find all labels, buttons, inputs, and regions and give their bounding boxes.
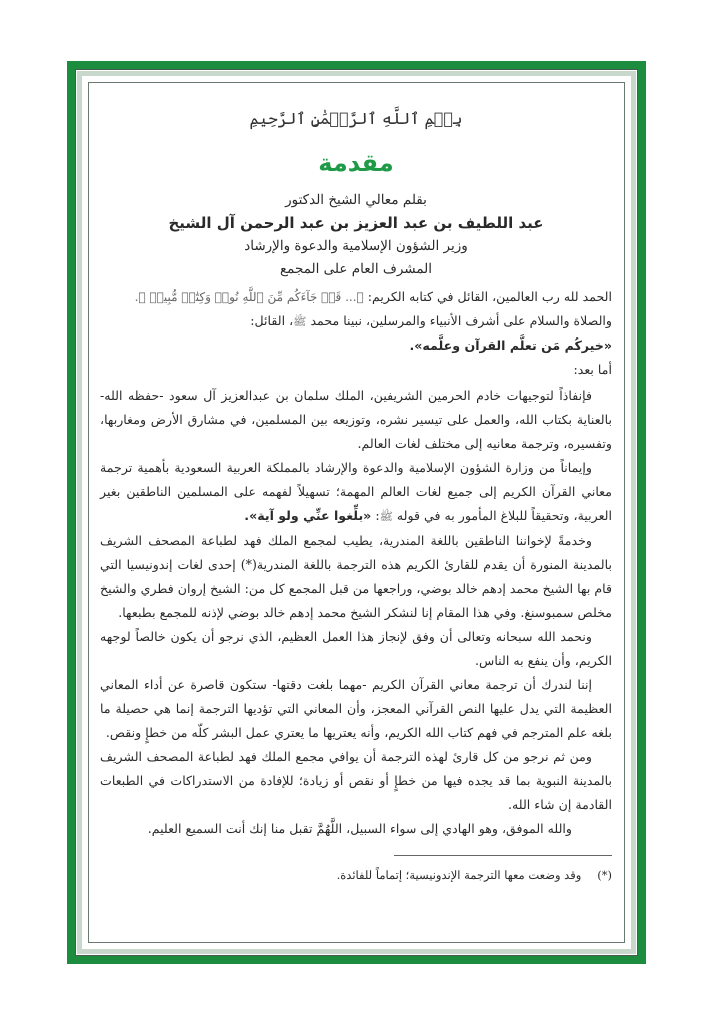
hadith-quote: «خيركُم مَن تعلَّم القرآن وعلَّمه». bbox=[409, 338, 612, 353]
salla-symbol: ﷺ bbox=[293, 315, 307, 328]
page-title: مقدمة bbox=[318, 149, 394, 177]
salla-symbol: ﷺ bbox=[379, 510, 393, 523]
opening-praise: الحمد لله رب العالمين، القائل في كتابه الكريم: bbox=[363, 289, 612, 304]
quran-verse: ﴿... قَدۡ جَآءَكُم مِّنَ ٱللَّهِ نُورٞ وَكِتَٰبٞ مُّبِينٞ ﴾. bbox=[134, 290, 364, 304]
paragraph-5: إننا لندرك أن ترجمة معاني القرآن الكريم -مهما بلغت دقتها- ستكون قاصرة عن أداء المعاني العظيمة التي يدل عليها النص القرآني المعجز، وأن المعاني التي تؤديها الترجمة إنما هي حصيلة ما بلغه علم المترجم في فهم كتاب الله الكريم، وأنه يعتريها ما يعتري عمل البشر كلّه من خطإٍ ونقص. bbox=[100, 677, 612, 740]
opening-salutation-end: ، القائل: bbox=[250, 313, 294, 328]
author-name: عبد اللطيف بن عبد العزيز بن عبد الرحمن آل الشيخ bbox=[168, 214, 544, 232]
opening-section bbox=[100, 285, 612, 382]
footnote-mark: (*) bbox=[597, 868, 612, 882]
paragraph-2-sep: : bbox=[371, 508, 380, 523]
footnote-divider bbox=[394, 855, 612, 856]
paragraph-2 bbox=[100, 456, 612, 529]
paragraph-3: وخدمةً لإخواننا الناطقين باللغة المندرية، يطيب لمجمع الملك فهد لطباعة المصحف الشريف بالمدينة المنورة أن يقدم للقارئ الكريم هذه الترجمة باللغة المندرية(*) إحدى لغات إندونيسيا التي قام بها الشيخ محمد إدهم خالد بوضي، وراجعها من قبل المجمع كل من: الشيخ إروان فطري والشيخ مخلص سمبوسنغ. وفي هذا المقام إنا لنشكر الشيخ محمد إدهم خالد بوضي لإذنه للمجمع بطبعها. bbox=[100, 533, 612, 620]
opening-line-2 bbox=[100, 309, 612, 334]
footnote bbox=[100, 868, 612, 882]
author-role: وزير الشؤون الإسلامية والدعوة والإرشاد bbox=[244, 238, 468, 254]
author-supervisor-role: المشرف العام على المجمع bbox=[279, 261, 433, 277]
opening-salutation: والصلاة والسلام على أشرف الأنبياء والمرسلين، نبينا محمد bbox=[306, 313, 612, 328]
opening-line-1 bbox=[100, 285, 612, 309]
hadith-quote-2: «بلِّغوا عنِّي ولو آية». bbox=[244, 508, 372, 523]
paragraph-6: ومن ثم نرجو من كل قارئ لهذه الترجمة أن يوافي مجمع الملك فهد لطباعة المصحف الشريف بالمدينة النبوية بما قد يجده فيها من خطإٍ أو نقص أو زيادة؛ للإفادة من الاستدراكات في الطبعات القادمة إن شاء الله. bbox=[100, 749, 612, 812]
paragraph-4: ونحمد الله سبحانه وتعالى أن وفق لإنجاز هذا العمل العظيم، الذي نرجو أن يكون خالصاً لوجهه الكريم، وأن ينفع به الناس. bbox=[100, 629, 612, 668]
byline-intro: بقلم معالي الشيخ الدكتور bbox=[285, 192, 427, 208]
paragraph-7: والله الموفق، وهو الهادي إلى سواء السبيل، اللَّهُمَّ تقبل منا إنك أنت السميع العليم. bbox=[147, 821, 572, 836]
footnote-text: وقد وضعت معها الترجمة الإندونيسية؛ إتماماً للفائدة. bbox=[336, 868, 582, 882]
paragraph-2-text: وإيماناً من وزارة الشؤون الإسلامية والدعوة والإرشاد بالمملكة العربية السعودية بأهمية ترجمة معاني القرآن الكريم إلى جميع لغات العالم المهمة؛ تسهيلاً لفهمه على المسلمين الناطقين بغير العربية، وتحقيقاً للبلاغ المأمور به في قوله bbox=[100, 460, 612, 523]
amma-bad: أما بعد: bbox=[573, 362, 612, 377]
basmala-calligraphy: بِسۡمِ ٱللَّهِ ٱلرَّحۡمَٰنِ ٱلرَّحِيمِ bbox=[249, 109, 463, 128]
document-page bbox=[100, 95, 612, 882]
paragraph-1: فإنفاذاً لتوجيهات خادم الحرمين الشريفين، الملك سلمان بن عبدالعزيز آل سعود -حفظه الله- بالعناية بكتاب الله، والعمل على تيسير نشره، وتوزيعه بين المسلمين، في مشارق الأرض ومغاربها، وتفسيره، وترجمة معانيه إلى مختلف لغات العالم. bbox=[100, 388, 612, 451]
byline bbox=[100, 189, 612, 281]
